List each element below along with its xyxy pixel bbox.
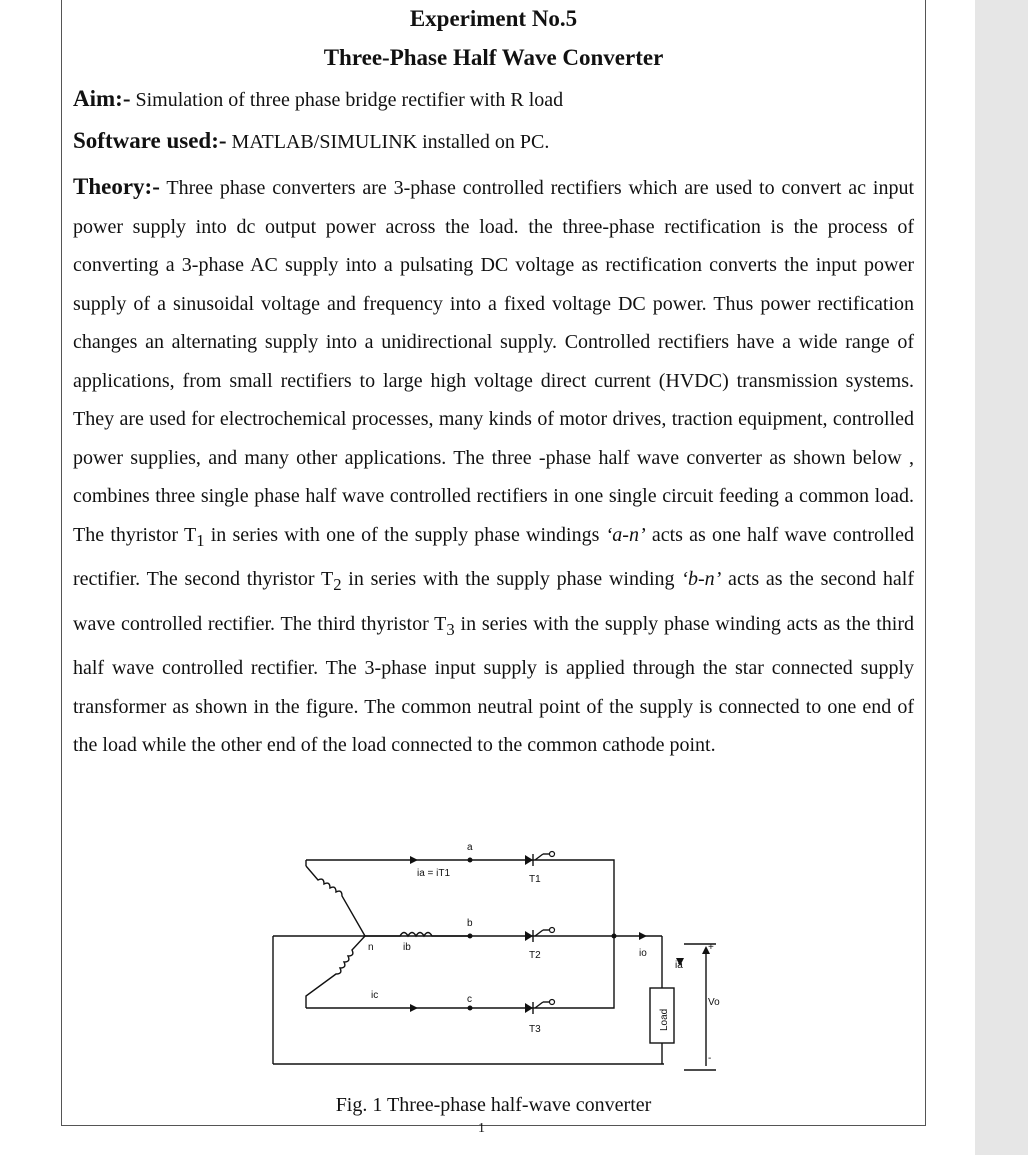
label-n: n — [368, 942, 374, 953]
label-t2: T2 — [529, 950, 541, 961]
document-title: Three-Phase Half Wave Converter — [323, 45, 664, 70]
wire-a-right — [306, 860, 614, 936]
arrow-io — [639, 932, 647, 940]
theory-sub-3: 3 — [446, 619, 455, 639]
label-b: b — [467, 918, 473, 929]
software-text: MATLAB/SIMULINK installed on PC. — [226, 131, 550, 153]
winding-a — [306, 866, 365, 936]
theory-paragraph — [73, 168, 914, 765]
theory-sub-2: 2 — [333, 575, 342, 594]
circuit-diagram — [265, 838, 735, 1088]
theory-text-1: Three phase converters are 3-phase controlled rectifiers which are used to convert ac input power supply into dc output power across the load. the three-phase rectification is the process of converting a 3-phase AC supply into a pulsating DC voltage as rectification converts the input power supply of a sinusoidal voltage and frequency into a fixed voltage DC power. Thus power rectification changes an alternating supply into a unidirectional supply. Controlled rectifiers have a wide range of applications, from small rectifiers to large high voltage direct current (HVDC) transmission systems. They are used for electrochemical processes, many kinds of motor drives, traction equipment, controlled power supplies, and many other applications. The three -phase half wave converter as shown below , combines three single phase half wave controlled rectifiers in one single circuit feeding a common load. The thyristor T — [73, 177, 914, 546]
wire-c-right — [306, 936, 614, 1008]
theory-text-6: in series with the supply phase winding acts as the third half wave controlled rectifier. The 3-phase input supply is applied through the star connected supply transformer as shown in the figure. The common neutral point of the supply is connected to one end of the load while the other end of the load connected to the common cathode point. — [73, 612, 915, 756]
label-c: c — [467, 994, 472, 1005]
theory-text-5: acts as the second half wave controlled rectifier. The third thyristor T — [73, 568, 914, 635]
theory-em-bn: ‘b-n’ — [681, 568, 722, 590]
theory-label: Theory:- — [73, 174, 160, 199]
aim-label: Aim:- — [73, 86, 131, 111]
label-plus: + — [708, 942, 714, 953]
arrow-ic — [410, 1004, 418, 1012]
label-ia: ia = iT1 — [417, 868, 451, 879]
label-ic: ic — [371, 990, 379, 1001]
page-number: 1 — [478, 1121, 485, 1136]
theory-text-4: in series with the supply phase winding — [341, 568, 682, 590]
theory-text-2: in series with one of the supply phase windings — [204, 523, 606, 546]
label-load: Load — [659, 1008, 670, 1031]
software-label: Software used:- — [73, 128, 227, 153]
label-ib: ib — [403, 942, 411, 953]
theory-em-an: ‘a-n’ — [605, 523, 646, 546]
software-line — [73, 128, 914, 154]
label-a: a — [467, 842, 473, 853]
arrow-ia — [410, 856, 418, 864]
label-t1: T1 — [529, 874, 541, 885]
label-minus: - — [708, 1053, 712, 1064]
figure-caption: Fig. 1 Three-phase half-wave converter — [335, 1094, 652, 1116]
label-io: io — [639, 948, 647, 959]
aim-line — [73, 86, 914, 112]
circuit-figure — [265, 838, 735, 1088]
label-il: ia — [675, 960, 683, 971]
winding-c — [306, 936, 365, 1008]
label-vo: Vo — [708, 997, 720, 1008]
theory-sub-1: 1 — [196, 530, 205, 550]
theory-text-3: acts as one half wave controlled rectifier. The second thyristor T — [73, 523, 914, 590]
label-t3: T3 — [529, 1024, 541, 1035]
aim-text: Simulation of three phase bridge rectifier with R load — [130, 89, 564, 111]
experiment-heading: Experiment No.5 — [409, 6, 578, 31]
